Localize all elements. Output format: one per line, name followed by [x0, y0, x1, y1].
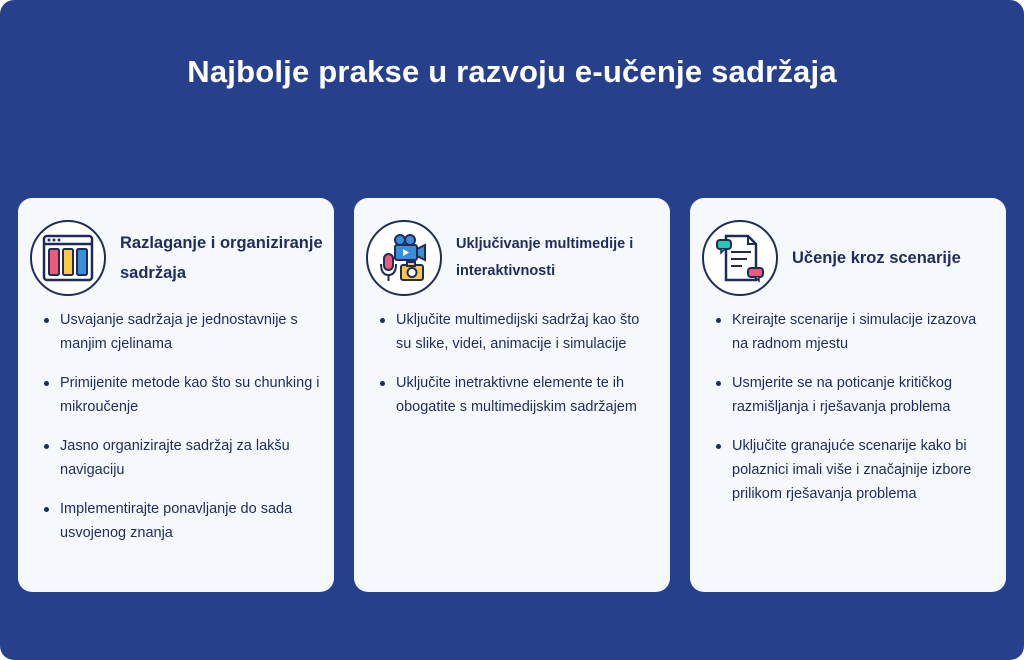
page-title: Najbolje prakse u razvoju e-učenje sadržaja	[187, 54, 837, 89]
bullet-list	[380, 308, 656, 434]
card-header	[366, 220, 660, 296]
list-item: Usvajanje sadržaja je jednostavnije s manjim cjelinama	[44, 308, 320, 356]
list-item: Uključite granajuće scenarije kako bi polaznici imali više i značajnije izbore prilikom rješavanja problema	[716, 434, 992, 506]
card-title: Razlaganje i organiziranje sadržaja	[120, 234, 323, 282]
scenario-document-icon	[702, 220, 778, 296]
list-item: Jasno organizirajte sadržaj za lakšu navigaciju	[44, 434, 320, 482]
card-multimedia	[354, 198, 670, 592]
card-chunking	[18, 198, 334, 592]
multimedia-icon	[366, 220, 442, 296]
bullet-list	[716, 308, 992, 521]
list-item: Kreirajte scenarije i simulacije izazova na radnom mjestu	[716, 308, 992, 356]
bullet-list	[44, 308, 320, 560]
card-header	[30, 220, 324, 296]
card-title: Uključivanje multimedije i interaktivnosti	[456, 236, 634, 279]
layout-columns-icon	[30, 220, 106, 296]
card-header	[702, 220, 996, 296]
list-item: Uključite multimedijski sadržaj kao što su slike, videi, animacije i simulacije	[380, 308, 656, 356]
list-item: Usmjerite se na poticanje kritičkog razmišljanja i rješavanja problema	[716, 371, 992, 419]
list-item: Primijenite metode kao što su chunking i mikroučenje	[44, 371, 320, 419]
card-title: Učenje kroz scenarije	[792, 249, 961, 267]
card-scenarios	[690, 198, 1006, 592]
list-item: Uključite inetraktivne elemente te ih obogatite s multimedijskim sadržajem	[380, 371, 656, 419]
list-item: Implementirajte ponavljanje do sada usvojenog znanja	[44, 497, 320, 545]
